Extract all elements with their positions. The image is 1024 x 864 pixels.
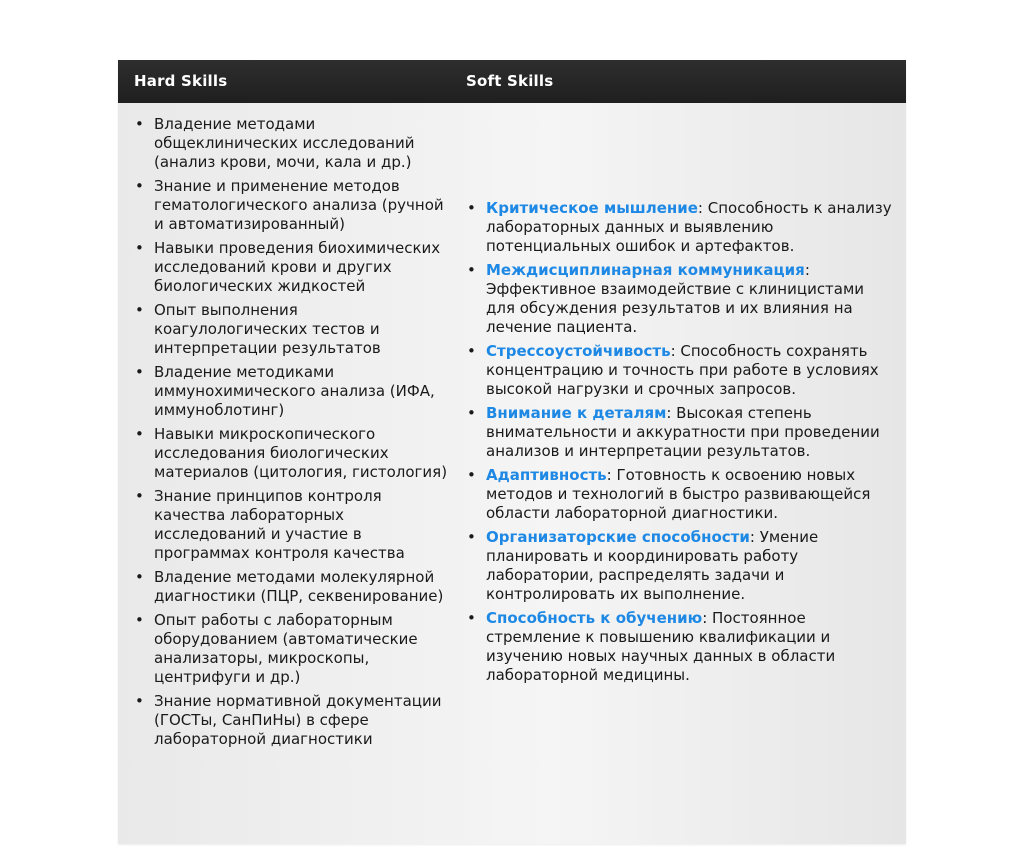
list-item [466, 261, 896, 337]
list-item: • Владение методами общеклинических исследований (анализ крови, мочи, кала и др.) [135, 115, 415, 171]
soft-skills-heading: Soft Skills [466, 72, 554, 90]
list-item: • Опыт работы с лабораторным оборудованием (автоматические анализаторы, микроскопы, центрифуги и др.) [135, 611, 418, 686]
hard-skills-list [134, 115, 452, 754]
bullet-icon: • [467, 199, 476, 217]
list-item [466, 528, 896, 604]
list-item: • Знание и применение методов гематологического анализа (ручной и автоматизированный) [135, 177, 444, 233]
skills-table [118, 60, 906, 844]
bullet-icon: • [135, 425, 144, 443]
list-item [466, 404, 896, 461]
skill-description: : Эффективное взаимодействие с клиницистами для обсуждения результатов и их влияния на лечение пациента. [486, 261, 865, 336]
list-item: • Навыки проведения биохимических исследований крови и других биологических жидкостей [135, 239, 441, 295]
list-item [466, 199, 896, 256]
skill-name: Междисциплинарная коммуникация [486, 261, 805, 279]
bullet-icon: • [135, 692, 144, 710]
bullet-icon: • [467, 261, 476, 279]
bullet-icon: • [135, 115, 144, 133]
bullet-icon: • [467, 528, 476, 546]
skill-description: : Умение планировать и координировать работу лаборатории, распределять задачи и контролировать их выполнение. [486, 528, 819, 603]
skill-name: Внимание к деталям [486, 404, 667, 422]
skill-description: : Способность к анализу лабораторных данных и выявлению потенциальных ошибок и артефактов. [486, 199, 892, 255]
list-item [466, 342, 896, 399]
skill-name: Адаптивность [486, 466, 607, 484]
skill-description: : Готовность к освоению новых методов и технологий в быстро развивающейся области лабораторной диагностики. [486, 466, 871, 522]
skill-description: : Высокая степень внимательности и аккуратности при проведении анализов и интерпретации результатов. [486, 404, 880, 460]
list-item: • Владение методами молекулярной диагностики (ПЦР, секвенирование) [135, 568, 444, 605]
bullet-icon: • [467, 342, 476, 360]
skill-name: Организаторские способности [486, 528, 750, 546]
bullet-icon: • [135, 301, 144, 319]
skill-name: Способность к обучению [486, 609, 703, 627]
list-item: • Опыт выполнения коагулологических тестов и интерпретации результатов [135, 301, 381, 357]
list-item: • Знание нормативной документации (ГОСТы, СанПиНы) в сфере лабораторной диагностики [135, 692, 442, 748]
list-item: • Знание принципов контроля качества лабораторных исследований и участие в программах контроля качества [135, 487, 405, 562]
bullet-icon: • [467, 466, 476, 484]
bullet-icon: • [135, 363, 144, 381]
skill-name: Стрессоустойчивость [486, 342, 671, 360]
bullet-icon: • [135, 239, 144, 257]
skill-description: : Постоянное стремление к повышению квалификации и изучению новых научных данных в области лабораторной медицины. [486, 609, 836, 684]
skill-name: Критическое мышление [486, 199, 698, 217]
bullet-icon: • [135, 487, 144, 505]
list-item: • Владение методиками иммунохимического анализа (ИФА, иммуноблотинг) [135, 363, 435, 419]
bullet-icon: • [467, 404, 476, 422]
soft-skills-list [466, 199, 896, 690]
list-item: • Навыки микроскопического исследования биологических материалов (цитология, гистология) [135, 425, 448, 481]
bullet-icon: • [135, 611, 144, 629]
bullet-icon: • [135, 568, 144, 586]
bullet-icon: • [135, 177, 144, 195]
table-header [118, 60, 906, 103]
bullet-icon: • [467, 609, 476, 627]
skill-description: : Способность сохранять концентрацию и точность при работе в условиях высокой нагрузки и срочных запросов. [486, 342, 879, 398]
list-item [466, 466, 896, 523]
hard-skills-heading: Hard Skills [134, 72, 228, 90]
list-item [466, 609, 896, 685]
